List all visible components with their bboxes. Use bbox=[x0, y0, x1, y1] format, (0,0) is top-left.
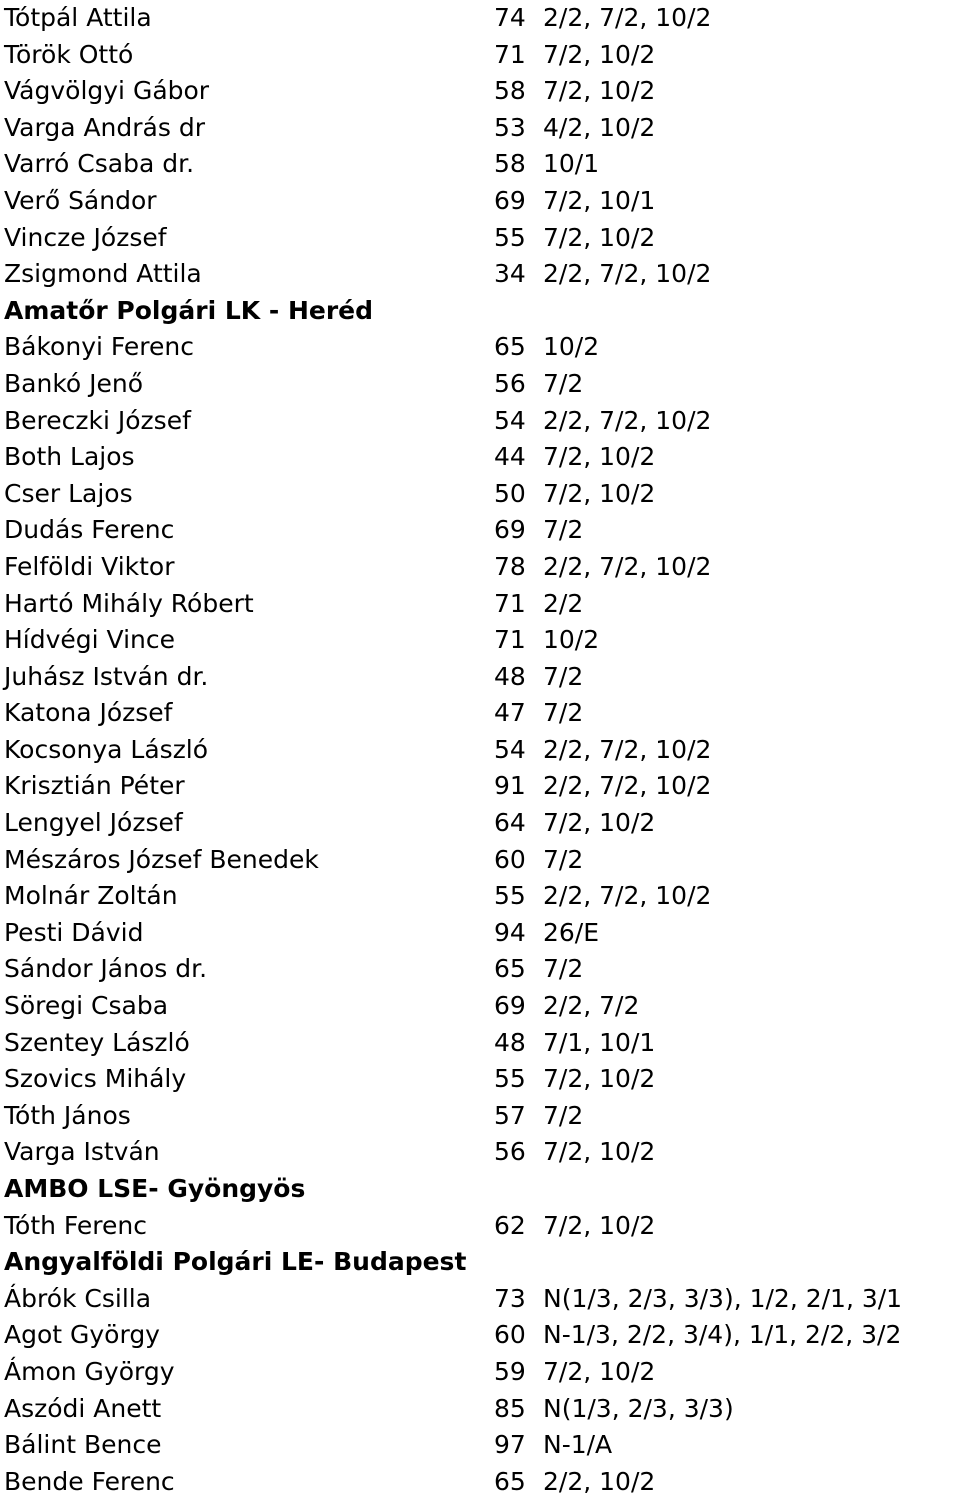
member-codes: 10/2 bbox=[543, 625, 600, 655]
member-age: 78 bbox=[494, 551, 526, 581]
member-row bbox=[4, 805, 960, 842]
member-name: Verő Sándor bbox=[4, 185, 157, 215]
member-name: Both Lajos bbox=[4, 442, 135, 472]
member-name: Vágvölgyi Gábor bbox=[4, 76, 210, 106]
member-codes: 7/2, 10/2 bbox=[543, 1210, 656, 1240]
member-row bbox=[4, 842, 960, 879]
member-codes: 7/2, 10/2 bbox=[543, 442, 656, 472]
member-age: 34 bbox=[494, 259, 526, 289]
member-codes: N(1/3, 2/3, 3/3) bbox=[543, 1393, 734, 1423]
member-age: 54 bbox=[494, 405, 526, 435]
member-codes: N-1/3, 2/2, 3/4), 1/1, 2/2, 3/2 bbox=[543, 1320, 902, 1350]
member-row bbox=[4, 1208, 960, 1245]
member-age: 55 bbox=[494, 881, 526, 911]
member-codes: 2/2, 7/2, 10/2 bbox=[543, 405, 712, 435]
member-row bbox=[4, 37, 960, 74]
member-codes: 2/2, 7/2 bbox=[543, 991, 640, 1021]
member-row bbox=[4, 988, 960, 1025]
member-age: 65 bbox=[494, 1466, 526, 1496]
member-age: 58 bbox=[494, 76, 526, 106]
member-codes: 7/2 bbox=[543, 1100, 584, 1130]
member-age: 55 bbox=[494, 1064, 526, 1094]
member-codes: 7/2, 10/2 bbox=[543, 1137, 656, 1167]
member-row bbox=[4, 1427, 960, 1464]
member-codes: 2/2, 7/2, 10/2 bbox=[543, 259, 712, 289]
member-row bbox=[4, 146, 960, 183]
member-codes: 7/2 bbox=[543, 368, 584, 398]
member-name: Agot György bbox=[4, 1320, 160, 1350]
member-name: Zsigmond Attila bbox=[4, 259, 202, 289]
club-name: Amatőr Polgári LK - Heréd bbox=[4, 295, 374, 325]
member-age: 48 bbox=[494, 1027, 526, 1057]
member-name: Juhász István dr. bbox=[4, 661, 209, 691]
member-age: 58 bbox=[494, 149, 526, 179]
member-row bbox=[4, 512, 960, 549]
member-codes: 26/E bbox=[543, 917, 600, 947]
member-name: Ámon György bbox=[4, 1356, 175, 1386]
member-row bbox=[4, 1354, 960, 1391]
member-age: 64 bbox=[494, 808, 526, 838]
member-row bbox=[4, 1025, 960, 1062]
member-age: 57 bbox=[494, 1100, 526, 1130]
member-row bbox=[4, 1317, 960, 1354]
member-codes: 7/2 bbox=[543, 954, 584, 984]
member-name: Török Ottó bbox=[4, 39, 134, 69]
member-name: Hartó Mihály Róbert bbox=[4, 588, 254, 618]
member-row bbox=[4, 329, 960, 366]
member-name: Kocsonya László bbox=[4, 734, 209, 764]
member-name: Ábrók Csilla bbox=[4, 1283, 152, 1313]
member-codes: 7/2, 10/2 bbox=[543, 808, 656, 838]
member-codes: 7/2, 10/2 bbox=[543, 222, 656, 252]
member-codes: 7/2, 10/2 bbox=[543, 1064, 656, 1094]
member-codes: 2/2, 7/2, 10/2 bbox=[543, 734, 712, 764]
member-codes: 7/2 bbox=[543, 661, 584, 691]
member-codes: 7/2, 10/2 bbox=[543, 478, 656, 508]
member-row bbox=[4, 73, 960, 110]
member-row bbox=[4, 183, 960, 220]
member-age: 91 bbox=[494, 771, 526, 801]
member-name: Varró Csaba dr. bbox=[4, 149, 195, 179]
member-row bbox=[4, 915, 960, 952]
member-row bbox=[4, 1098, 960, 1135]
club-heading-row bbox=[4, 1171, 960, 1208]
member-name: Söregi Csaba bbox=[4, 991, 169, 1021]
member-age: 74 bbox=[494, 3, 526, 32]
member-name: Varga István bbox=[4, 1137, 160, 1167]
member-codes: 7/2, 10/1 bbox=[543, 185, 656, 215]
member-age: 71 bbox=[494, 588, 526, 618]
member-age: 65 bbox=[494, 954, 526, 984]
member-age: 85 bbox=[494, 1393, 526, 1423]
member-age: 69 bbox=[494, 515, 526, 545]
member-age: 71 bbox=[494, 39, 526, 69]
member-row bbox=[4, 768, 960, 805]
member-codes: N-1/A bbox=[543, 1430, 613, 1460]
member-row bbox=[4, 439, 960, 476]
member-age: 59 bbox=[494, 1356, 526, 1386]
member-age: 44 bbox=[494, 442, 526, 472]
member-name: Tóth János bbox=[4, 1100, 131, 1130]
member-codes: N(1/3, 2/3, 3/3), 1/2, 2/1, 3/1 bbox=[543, 1283, 903, 1313]
member-row bbox=[4, 1134, 960, 1171]
member-row bbox=[4, 476, 960, 513]
member-codes: 7/2 bbox=[543, 515, 584, 545]
member-name: Krisztián Péter bbox=[4, 771, 185, 801]
member-name: Sándor János dr. bbox=[4, 954, 208, 984]
club-heading-row bbox=[4, 1244, 960, 1281]
club-heading-row bbox=[4, 293, 960, 330]
member-age: 71 bbox=[494, 625, 526, 655]
member-codes: 7/2 bbox=[543, 844, 584, 874]
member-row bbox=[4, 1464, 960, 1501]
member-name: Bankó Jenő bbox=[4, 368, 144, 398]
member-name: Bende Ferenc bbox=[4, 1466, 175, 1496]
member-age: 69 bbox=[494, 185, 526, 215]
member-row bbox=[4, 403, 960, 440]
member-row bbox=[4, 549, 960, 586]
member-row bbox=[4, 586, 960, 623]
member-name: Varga András dr bbox=[4, 112, 205, 142]
member-codes: 4/2, 10/2 bbox=[543, 112, 656, 142]
member-name: Tóth Ferenc bbox=[4, 1210, 148, 1240]
member-age: 69 bbox=[494, 991, 526, 1021]
member-age: 48 bbox=[494, 661, 526, 691]
member-name: Aszódi Anett bbox=[4, 1393, 162, 1423]
member-codes: 7/2, 10/2 bbox=[543, 76, 656, 106]
member-codes: 7/2 bbox=[543, 698, 584, 728]
member-row bbox=[4, 256, 960, 293]
member-age: 60 bbox=[494, 844, 526, 874]
member-codes: 10/1 bbox=[543, 149, 600, 179]
member-codes: 2/2, 10/2 bbox=[543, 1466, 656, 1496]
member-name: Dudás Ferenc bbox=[4, 515, 175, 545]
member-name: Szentey László bbox=[4, 1027, 190, 1057]
member-row bbox=[4, 1391, 960, 1428]
member-row bbox=[4, 1281, 960, 1318]
member-name: Felföldi Viktor bbox=[4, 551, 175, 581]
member-age: 97 bbox=[494, 1430, 526, 1460]
member-age: 62 bbox=[494, 1210, 526, 1240]
member-age: 65 bbox=[494, 332, 526, 362]
member-name: Mészáros József Benedek bbox=[4, 844, 319, 874]
member-codes: 2/2 bbox=[543, 588, 584, 618]
member-age: 73 bbox=[494, 1283, 526, 1313]
member-row bbox=[4, 110, 960, 147]
member-row bbox=[4, 695, 960, 732]
member-name: Szovics Mihály bbox=[4, 1064, 187, 1094]
member-age: 54 bbox=[494, 734, 526, 764]
member-name: Tótpál Attila bbox=[4, 3, 152, 32]
member-age: 94 bbox=[494, 917, 526, 947]
member-name: Katona József bbox=[4, 698, 173, 728]
member-codes: 2/2, 7/2, 10/2 bbox=[543, 771, 712, 801]
member-row bbox=[4, 366, 960, 403]
member-codes: 7/2, 10/2 bbox=[543, 1356, 656, 1386]
member-name: Bereczki József bbox=[4, 405, 191, 435]
member-age: 56 bbox=[494, 1137, 526, 1167]
club-name: AMBO LSE- Gyöngyös bbox=[4, 1174, 306, 1203]
member-age: 55 bbox=[494, 222, 526, 252]
member-codes: 2/2, 7/2, 10/2 bbox=[543, 881, 712, 911]
member-age: 50 bbox=[494, 478, 526, 508]
member-name: Molnár Zoltán bbox=[4, 881, 178, 911]
member-row bbox=[4, 951, 960, 988]
member-row bbox=[4, 622, 960, 659]
member-row bbox=[4, 1061, 960, 1098]
member-list bbox=[4, 0, 960, 1500]
member-name: Vincze József bbox=[4, 222, 167, 252]
member-name: Bákonyi Ferenc bbox=[4, 332, 194, 362]
member-codes: 7/1, 10/1 bbox=[543, 1027, 656, 1057]
club-name: Angyalföldi Polgári LE- Budapest bbox=[4, 1247, 467, 1277]
member-row bbox=[4, 220, 960, 257]
member-codes: 2/2, 7/2, 10/2 bbox=[543, 3, 712, 32]
member-name: Lengyel József bbox=[4, 808, 183, 838]
member-age: 53 bbox=[494, 112, 526, 142]
member-age: 56 bbox=[494, 368, 526, 398]
member-codes: 7/2, 10/2 bbox=[543, 39, 656, 69]
member-age: 47 bbox=[494, 698, 526, 728]
member-name: Cser Lajos bbox=[4, 478, 133, 508]
member-row bbox=[4, 0, 960, 37]
member-row bbox=[4, 878, 960, 915]
member-name: Pesti Dávid bbox=[4, 917, 144, 947]
member-codes: 10/2 bbox=[543, 332, 600, 362]
member-row bbox=[4, 732, 960, 769]
member-age: 60 bbox=[494, 1320, 526, 1350]
member-name: Hídvégi Vince bbox=[4, 625, 176, 655]
member-codes: 2/2, 7/2, 10/2 bbox=[543, 551, 712, 581]
member-row bbox=[4, 659, 960, 696]
member-name: Bálint Bence bbox=[4, 1430, 162, 1460]
